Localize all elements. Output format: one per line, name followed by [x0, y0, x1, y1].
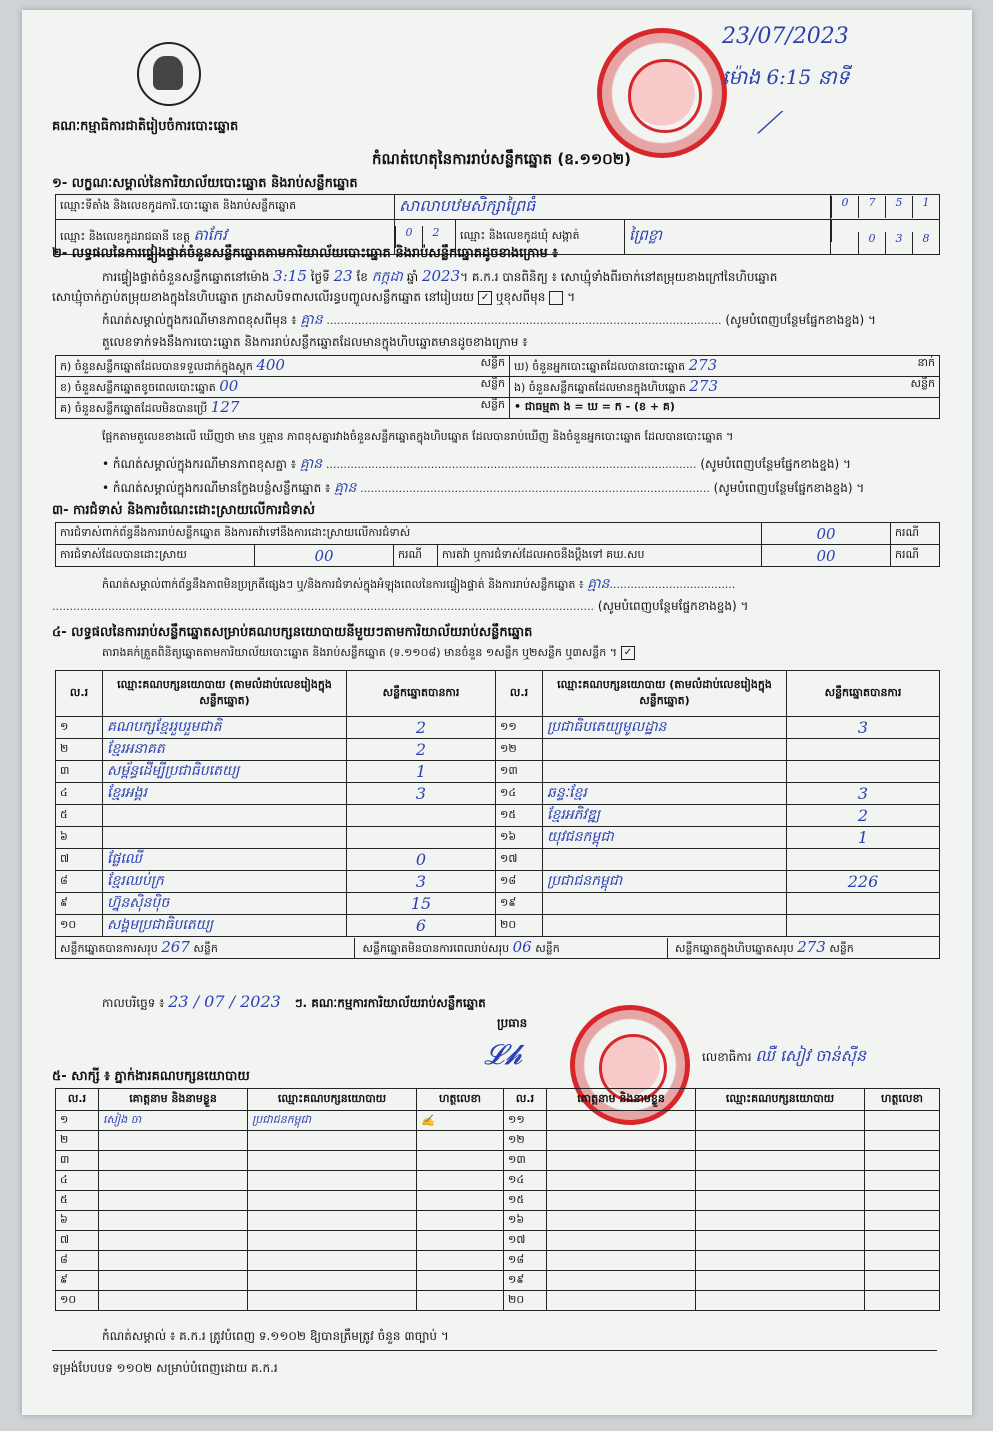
- party-name: [543, 761, 787, 783]
- table-row: [56, 739, 940, 761]
- verify-line-1: ការផ្ទៀងផ្ទាត់ចំនួនសន្លឹកឆ្នោតនៅម៉ោង 3:15 ថ្ងៃទី 23 ខែ កក្កដា ឆ្នាំ 2023។ គ.ក.រ បានពិនិត្យ ៖ សោឃ្មុំទាំងពីរចាក់នៅតម្រុយខាងក្រៅនៃហិបឆ្នោត: [102, 267, 778, 285]
- witness-name: [99, 1231, 248, 1251]
- witness-signature: ✍: [417, 1111, 504, 1131]
- party-votes: [347, 805, 496, 827]
- witness-party: [248, 1271, 417, 1291]
- witness-signature: [865, 1171, 940, 1191]
- party-no: ១១: [496, 717, 543, 739]
- witness-name: [547, 1111, 696, 1131]
- chair-label: ប្រធាន: [497, 1016, 528, 1030]
- section4-intro: តារាងគក់ត្រួតពិនិត្យឆ្នោតតាមការិយាល័យបោះឆ្នោត និងរាប់សន្លឹកឆ្នោត (ទ.១១០៨) មានចំនួន ១សន្លឹក ឬ២សន្លឹក ឬ៣សន្លឹក ។ ✓: [102, 646, 635, 662]
- objection-row-1-value: 00: [762, 523, 891, 545]
- discrepancy-note: • កំណត់សម្គាល់ក្នុងករណីមានភាពខុសគ្នា ៖ គ្មាន .......................................................................................................... (សូមបំពេញបន្ថែមផ្នែកខាងខ្នង) ។: [102, 456, 851, 472]
- diff-note-line: កំណត់សម្គាល់ក្នុងករណីមានភាពខុសពីមុន ៖ គ្មាន ................................................................................................................. (សូមបំពេញបន្ថែមផ្នែកខាងខ្នង) ។: [102, 312, 876, 328]
- verify-line-2: សោឃ្មុំចាក់ភ្ជាប់តម្រុយខាងក្នុងនៃហិបឆ្នោត ក្រដាសបិទពាសលើរន្ធបញ្ចូលសន្លឹកឆ្នោត នៅរៀបរយ ✓ ឬខុសពីមុន ។: [52, 290, 576, 304]
- table-row: [56, 1191, 940, 1211]
- witness-signature: [417, 1291, 504, 1311]
- section2-figures-table: [55, 355, 940, 419]
- objection-row-1-unit: ករណី: [891, 523, 940, 545]
- witness-name: [99, 1271, 248, 1291]
- party-name: ប្រជាជនកម្ពុជា: [543, 871, 787, 893]
- witness-signature: [865, 1231, 940, 1251]
- witness-col-party-left: ឈ្មោះគណបក្សនយោបាយ: [248, 1089, 417, 1111]
- party-no: ១៦: [496, 827, 543, 849]
- party-no: ៨: [56, 871, 103, 893]
- witness-party: [248, 1191, 417, 1211]
- party-name: [543, 893, 787, 915]
- figure-c: គ) ចំនួនសន្លឹកឆ្នោតដែលមិនបានប្រើ 127 សន្លឹក: [56, 398, 510, 419]
- party-name: ហ្វ៊ុនស៊ិនប៉ិច: [103, 893, 347, 915]
- party-votes: 3: [347, 871, 496, 893]
- witness-party: [248, 1131, 417, 1151]
- witness-no: ១៧: [504, 1231, 547, 1251]
- party-no: ៥: [56, 805, 103, 827]
- witness-no: ៨: [56, 1251, 99, 1271]
- witness-signature: [417, 1171, 504, 1191]
- witness-party: [248, 1291, 417, 1311]
- party-results-table: [55, 670, 940, 959]
- party-no: ៩: [56, 893, 103, 915]
- sign-date-line: កាលបរិច្ឆេទ ៖ 23 / 07 / 2023 ៗ. គណៈកម្មការការិយាល័យរាប់សន្លឹកឆ្នោត: [102, 992, 486, 1011]
- party-no: ១: [56, 717, 103, 739]
- party-votes: 3: [787, 783, 940, 805]
- witness-no: ៧: [56, 1231, 99, 1251]
- summary-intro: តួលេខទាក់ទងនឹងការបោះឆ្នោត និងការរាប់សន្លឹកឆ្នោតដែលមានក្នុងហិបឆ្នោតមានដូចខាងក្រោម ៖: [102, 335, 528, 349]
- footer-divider: [52, 1350, 937, 1351]
- witness-signature: [417, 1271, 504, 1291]
- table-row: [56, 805, 940, 827]
- witness-signature: [417, 1251, 504, 1271]
- witness-name: [99, 1211, 248, 1231]
- objection-row-2b-unit: ករណី: [891, 545, 940, 567]
- total-invalid: សន្លឹកឆ្នោតមិនបានការពេលរាប់សរុប 06 សន្លឹក: [359, 938, 668, 958]
- witness-name: [547, 1131, 696, 1151]
- witness-name: [547, 1291, 696, 1311]
- witness-name: [547, 1251, 696, 1271]
- province-label: ឈ្មោះ និងលេខកូដរាជធានី ខេត្ត តាកែវ: [56, 220, 395, 255]
- table-row: [56, 1271, 940, 1291]
- place-label: ឈ្មោះទីតាំង និងលេខកូដការិ.បោះឆ្នោត និងរាប់សន្លឹកឆ្នោត: [56, 195, 395, 220]
- total-in-box: សន្លឹកឆ្នោតក្នុងហិបឆ្នោតសរុប 273 សន្លឹក: [675, 937, 854, 956]
- witness-signature: [865, 1191, 940, 1211]
- witness-col-sign-left: ហត្ថលេខា: [417, 1089, 504, 1111]
- objection-row-2b-value: 00: [762, 545, 891, 567]
- party-no: ១២: [496, 739, 543, 761]
- witness-no: ១៣: [504, 1151, 547, 1171]
- figure-e: ង) ចំនួនសន្លឹកឆ្នោតដែលមានក្នុងហិបឆ្នោត 273 សន្លឹក: [510, 377, 940, 398]
- party-votes: 6: [347, 915, 496, 937]
- handwritten-initial: ⟋: [757, 106, 778, 141]
- witness-party: [696, 1231, 865, 1251]
- table-row: [56, 1111, 940, 1131]
- party-votes: [787, 761, 940, 783]
- party-name: ប្រជាធិបតេយ្យមូលដ្ឋាន: [543, 717, 787, 739]
- witness-signature: [417, 1151, 504, 1171]
- checkbox-3-sheets[interactable]: ✓: [621, 646, 635, 660]
- table-row: [56, 871, 940, 893]
- party-name: [103, 827, 347, 849]
- table-row: [56, 1151, 940, 1171]
- table-row: [56, 827, 940, 849]
- witness-col-no-right: ល.រ: [504, 1089, 547, 1111]
- witness-party: [696, 1131, 865, 1151]
- place-value: សាលាបឋមសិក្សាព្រៃធំ: [395, 195, 831, 220]
- party-votes: [787, 739, 940, 761]
- figure-formula: • ជាធម្មតា ង = ឃ = ក - (ខ + គ): [510, 398, 940, 419]
- witness-no: ១៩: [504, 1271, 547, 1291]
- witness-name: [99, 1171, 248, 1191]
- party-name: សម្ព័ន្ធដើម្បីប្រជាធិបតេយ្យ: [103, 761, 347, 783]
- objection-row-2-unit: ករណី: [394, 545, 438, 567]
- party-no: ១៤: [496, 783, 543, 805]
- figure-d: ឃ) ចំនួនអ្នកបោះឆ្នោតដែលបានបោះឆ្នោត 273 នាក់: [510, 356, 940, 377]
- witness-no: ៤: [56, 1171, 99, 1191]
- witness-no: ១១: [504, 1111, 547, 1131]
- witness-party: [248, 1211, 417, 1231]
- checkbox-different[interactable]: [549, 291, 563, 305]
- party-votes: 1: [787, 827, 940, 849]
- party-no: ១៧: [496, 849, 543, 871]
- party-no: ៧: [56, 849, 103, 871]
- witness-signature: [865, 1251, 940, 1271]
- party-votes: 2: [347, 739, 496, 761]
- witness-party: [696, 1151, 865, 1171]
- witness-signature: [865, 1211, 940, 1231]
- witness-signature: [865, 1271, 940, 1291]
- witness-col-sign-right: ហត្ថលេខា: [865, 1089, 940, 1111]
- witness-col-name-right: គោត្តនាម និងនាមខ្លួន: [547, 1089, 696, 1111]
- party-votes: [787, 849, 940, 871]
- commune-value: ព្រៃខ្លា: [625, 220, 831, 255]
- party-name: [543, 739, 787, 761]
- table-row: [56, 915, 940, 937]
- witness-no: ១៤: [504, 1171, 547, 1191]
- witness-name: [547, 1271, 696, 1291]
- witness-no: ២: [56, 1131, 99, 1151]
- witness-name: [547, 1151, 696, 1171]
- witness-signature: [417, 1131, 504, 1151]
- section4-title: ៤- លទ្ធផលនៃការរាប់សន្លឹកឆ្នោតសម្រាប់គណបក្សនយោបាយនីមួយៗតាមការិយាល័យរាប់សន្លឹកឆ្នោត: [52, 625, 533, 640]
- chair-signature: 𝓛𝓱: [484, 1038, 523, 1071]
- party-name: [543, 849, 787, 871]
- table-row: [56, 783, 940, 805]
- party-votes: 3: [787, 717, 940, 739]
- witness-party: [248, 1171, 417, 1191]
- objection-row-2b-label: ការតវ៉ា ឬការជំទាស់ដែលអាចនឹងប្តឹងទៅ គឃ.សប: [438, 545, 762, 567]
- party-votes: 2: [787, 805, 940, 827]
- table-row: [56, 1171, 940, 1191]
- witness-signature: [417, 1191, 504, 1211]
- witness-party: [696, 1111, 865, 1131]
- witness-no: ១០: [56, 1291, 99, 1311]
- party-name: [543, 915, 787, 937]
- table-row: [56, 1291, 940, 1311]
- party-no: ១៩: [496, 893, 543, 915]
- table-row: [56, 717, 940, 739]
- witness-name: [99, 1191, 248, 1211]
- document-sheet: [22, 10, 972, 1415]
- form-title: កំណត់ហេតុនៃការរាប់សន្លឹកឆ្នោត (ឧ.១១០២): [372, 150, 632, 168]
- party-no: ៤: [56, 783, 103, 805]
- irregularity-note: កំណត់សម្គាល់ពាក់ព័ន្ធនឹងភាពមិនប្រក្រតីផ្សេងៗ ឬ/និងការជំទាស់ក្នុងអំឡុងពេលនៃការផ្ទៀងផ្ទាត់ និងការរាប់សន្លឹកឆ្នោត ៖ គ្មាន....................................: [102, 576, 736, 592]
- col-no-right: ល.រ: [496, 671, 543, 717]
- official-stamp-top: [597, 28, 727, 158]
- witness-name: [99, 1251, 248, 1271]
- witness-no: ២០: [504, 1291, 547, 1311]
- commune-label: ឈ្មោះ និងលេខកូដឃុំ សង្កាត់: [456, 220, 625, 255]
- place-code: 0 7 5 1: [831, 195, 940, 220]
- table-row: [56, 1231, 940, 1251]
- table-row: [56, 761, 940, 783]
- party-name: ខ្មែរអភិវឌ្ឍ: [543, 805, 787, 827]
- witness-name: សៀង ចា: [99, 1111, 248, 1131]
- party-votes: 1: [347, 761, 496, 783]
- witness-col-party-right: ឈ្មោះគណបក្សនយោបាយ: [696, 1089, 865, 1111]
- witness-signature: [417, 1211, 504, 1231]
- witness-party: [696, 1191, 865, 1211]
- party-no: ១០: [56, 915, 103, 937]
- party-no: ៦: [56, 827, 103, 849]
- witness-no: ១៨: [504, 1251, 547, 1271]
- party-votes: 226: [787, 871, 940, 893]
- footer-form-id: ទម្រង់បែបបទ ១១០២ សម្រាប់បំពេញដោយ គ.ក.រ: [52, 1361, 278, 1375]
- section5-title: ៥- សាក្សី ៖ ភ្នាក់ងារគណបក្សនយោបាយ: [52, 1069, 250, 1084]
- witness-no: ១២: [504, 1131, 547, 1151]
- section2-title: ២- លទ្ធផលនៃការផ្ទៀងផ្ទាត់ចំនួនសន្លឹកឆ្នោតតាមការិយាល័យបោះឆ្នោត និងរាប់សន្លឹកឆ្នោតដូចខាងក្រោម ៖: [52, 246, 558, 261]
- figure-a: ក) ចំនួនសន្លឹកឆ្នោតដែលបានទទួលដាក់ក្នុងស្តុក 400 សន្លឹក: [56, 356, 510, 377]
- objection-row-2-value: 00: [255, 545, 394, 567]
- footer-note: កំណត់សម្គាល់ ៖ គ.ក.រ ត្រូវបំពេញ ទ.១១០២ ឱ្យបានត្រឹមត្រូវ ចំនួន ៣ច្បាប់ ។: [102, 1329, 449, 1343]
- fake-ballot-note: • កំណត់សម្គាល់ក្នុងករណីមានក្លែងបន្លំសន្លឹកឆ្នោត ៖ គ្មាន .................................................................................................... (សូមបំពេញបន្ថែមផ្នែកខាងខ្នង) ។: [102, 480, 865, 496]
- objection-row-1-label: ការជំទាស់ពាក់ព័ន្ធនឹងការរាប់សន្លឹកឆ្នោត និងការតវ៉ាទៅនឹងការដោះស្រាយលើការជំទាស់: [56, 523, 762, 545]
- party-votes: [787, 893, 940, 915]
- witness-no: ៩: [56, 1271, 99, 1291]
- secretary-line: លេខាធិការ ឈឺ សៀវ ចាន់ស៊ីន: [702, 1046, 866, 1065]
- commune-code: 0 3 8: [831, 220, 940, 255]
- party-name: ឆន្ទៈខ្មែរ: [543, 783, 787, 805]
- party-votes: [787, 915, 940, 937]
- total-valid: សន្លឹកឆ្នោតបានការសរុប 267 សន្លឹក: [56, 938, 355, 958]
- province-code: 0 2: [395, 220, 456, 255]
- witness-no: ១: [56, 1111, 99, 1131]
- witness-no: ៣: [56, 1151, 99, 1171]
- party-votes: 0: [347, 849, 496, 871]
- witness-signature: [865, 1111, 940, 1131]
- witness-name: [547, 1171, 696, 1191]
- emblem-logo: [137, 42, 201, 106]
- section3-title: ៣- ការជំទាស់ និងការចំណេះដោះស្រាយលើការជំទាស់: [52, 503, 316, 518]
- party-name: យុវជនកម្ពុជា: [543, 827, 787, 849]
- checkbox-orderly[interactable]: ✓: [478, 291, 492, 305]
- table-row: [56, 1131, 940, 1151]
- table-row: [56, 849, 940, 871]
- section3-table: [55, 522, 940, 567]
- witness-party: ប្រជាជនកម្ពុជា: [248, 1111, 417, 1131]
- party-totals-row: [56, 937, 940, 959]
- party-name: សង្គមប្រជាធិបតេយ្យ: [103, 915, 347, 937]
- witness-table: [55, 1088, 940, 1311]
- section1-title: ១- លក្ខណៈសម្គាល់នៃការិយាល័យបោះឆ្នោត និងរាប់សន្លឹកឆ្នោត: [52, 176, 358, 191]
- witness-name: [547, 1211, 696, 1231]
- witness-name: [547, 1191, 696, 1211]
- col-party-left: ឈ្មោះគណបក្សនយោបាយ (តាមលំដាប់លេខរៀងក្នុងសន្លឹកឆ្នោត): [103, 671, 347, 717]
- irregularity-fill-hint: ........................................................................................................................................................... (សូមបំពេញបន្ថែមផ្នែកខាងខ្នង) ។: [52, 599, 749, 613]
- party-no: ៣: [56, 761, 103, 783]
- witness-name: [99, 1291, 248, 1311]
- witness-name: [99, 1131, 248, 1151]
- witness-name: [547, 1231, 696, 1251]
- table-row: [56, 893, 940, 915]
- witness-party: [696, 1291, 865, 1311]
- witness-signature: [417, 1231, 504, 1251]
- objection-row-2-label: ការជំទាស់ដែលបានដោះស្រាយ: [56, 545, 255, 567]
- party-votes: 2: [347, 717, 496, 739]
- party-name: ខ្មែរឈប់ក្រ: [103, 871, 347, 893]
- witness-signature: [865, 1131, 940, 1151]
- col-no-left: ល.រ: [56, 671, 103, 717]
- party-no: ២០: [496, 915, 543, 937]
- figure-b: ខ) ចំនួនសន្លឹកឆ្នោតខូចពេលបោះឆ្នោត 00 សន្លឹក: [56, 377, 510, 398]
- party-name: ផ្លែឈើ: [103, 849, 347, 871]
- party-votes: [347, 827, 496, 849]
- party-no: ១៥: [496, 805, 543, 827]
- col-votes-left: សន្លឹកឆ្នោតបានការ: [347, 671, 496, 717]
- table-row: [56, 1251, 940, 1271]
- discrepancy-check-line: ផ្អែកតាមតួលេខខាងលើ ឃើញថា មាន ឬគ្មាន ភាពខុសគ្នារវាងចំនួនសន្លឹកឆ្នោតក្នុងហិបឆ្នោត ដែលបានរាប់ឃើញ និងចំនួនអ្នកបោះឆ្នោត ដែលបានបោះឆ្នោត ។: [102, 430, 734, 443]
- witness-party: [696, 1271, 865, 1291]
- party-name: គណបក្សខ្មែររួបរួមជាតិ: [103, 717, 347, 739]
- party-votes: 3: [347, 783, 496, 805]
- col-party-right: ឈ្មោះគណបក្សនយោបាយ (តាមលំដាប់លេខរៀងក្នុងសន្លឹកឆ្នោត): [543, 671, 787, 717]
- party-no: ២: [56, 739, 103, 761]
- handwritten-date: 23/07/2023: [722, 24, 849, 49]
- committee-name: គណៈកម្មាធិការជាតិរៀបចំការបោះឆ្នោត: [52, 119, 239, 134]
- witness-party: [248, 1231, 417, 1251]
- witness-party: [696, 1171, 865, 1191]
- witness-no: ១៥: [504, 1191, 547, 1211]
- witness-party: [696, 1211, 865, 1231]
- witness-party: [696, 1251, 865, 1271]
- col-votes-right: សន្លឹកឆ្នោតបានការ: [787, 671, 940, 717]
- witness-no: ៥: [56, 1191, 99, 1211]
- party-votes: 15: [347, 893, 496, 915]
- witness-signature: [865, 1291, 940, 1311]
- party-no: ១៨: [496, 871, 543, 893]
- witness-party: [248, 1151, 417, 1171]
- party-name: ខ្មែរអនាគត: [103, 739, 347, 761]
- party-no: ១៣: [496, 761, 543, 783]
- witness-signature: [865, 1151, 940, 1171]
- witness-col-no-left: ល.រ: [56, 1089, 99, 1111]
- party-name: ខ្មែរអង្គរ: [103, 783, 347, 805]
- handwritten-time: ម៉ោង 6:15 នាទី: [722, 65, 850, 89]
- witness-no: ៦: [56, 1211, 99, 1231]
- witness-party: [248, 1251, 417, 1271]
- party-name: [103, 805, 347, 827]
- witness-col-name-left: គោត្តនាម និងនាមខ្លួន: [99, 1089, 248, 1111]
- witness-name: [99, 1151, 248, 1171]
- witness-no: ១៦: [504, 1211, 547, 1231]
- table-row: [56, 1211, 940, 1231]
